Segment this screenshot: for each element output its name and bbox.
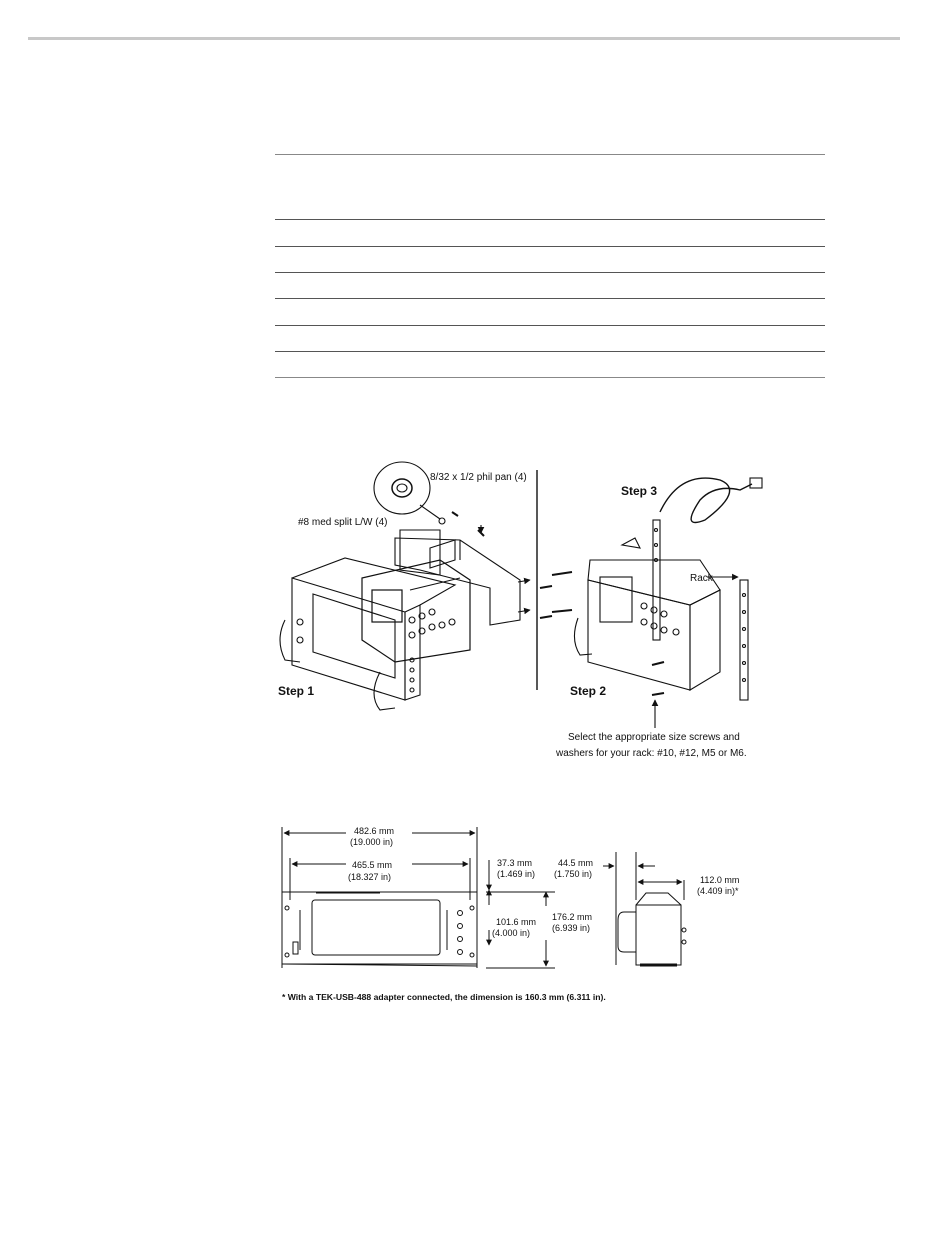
- top-offset-mm: 37.3 mm: [497, 858, 533, 868]
- depth-mm: 112.0 mm: [700, 875, 740, 885]
- rackmount-install-figure: [278, 462, 762, 759]
- dimension-footnote: * With a TEK-USB-488 adapter connected, the dimension is 160.3 mm (6.311 in).: [282, 992, 606, 1002]
- screw-note-line1: Select the appropriate size screws and: [568, 732, 740, 743]
- step1-label: Step 1: [278, 684, 315, 698]
- step1-rack-bracket-illustration: [280, 530, 552, 710]
- ear-depth-in: (1.750 in): [554, 869, 593, 879]
- panel-height-mm: 101.6 mm: [496, 917, 537, 927]
- washer-label: #8 med split L/W (4): [298, 517, 388, 528]
- overall-width-mm: 482.6 mm: [354, 826, 395, 836]
- inner-width-in: (18.327 in): [348, 872, 392, 882]
- ear-depth-mm: 44.5 mm: [558, 858, 594, 868]
- dimension-drawing: [282, 826, 739, 968]
- step3-label: Step 3: [621, 484, 658, 498]
- screw-note-line2: washers for your rack: #10, #12, M5 or M6.: [556, 748, 747, 759]
- depth-in: (4.409 in)*: [697, 886, 739, 896]
- total-height-in: (6.939 in): [552, 923, 591, 933]
- total-height-mm: 176.2 mm: [552, 912, 593, 922]
- top-offset-in: (1.469 in): [497, 869, 536, 879]
- screw-label: 8/32 x 1/2 phil pan (4): [430, 472, 527, 483]
- inner-width-mm: 465.5 mm: [352, 860, 393, 870]
- screw-illustration: [452, 512, 484, 536]
- rack-label: Rack: [690, 573, 713, 584]
- overall-width-in: (19.000 in): [350, 837, 394, 847]
- panel-height-in: (4.000 in): [492, 928, 531, 938]
- step2-label: Step 2: [570, 684, 607, 698]
